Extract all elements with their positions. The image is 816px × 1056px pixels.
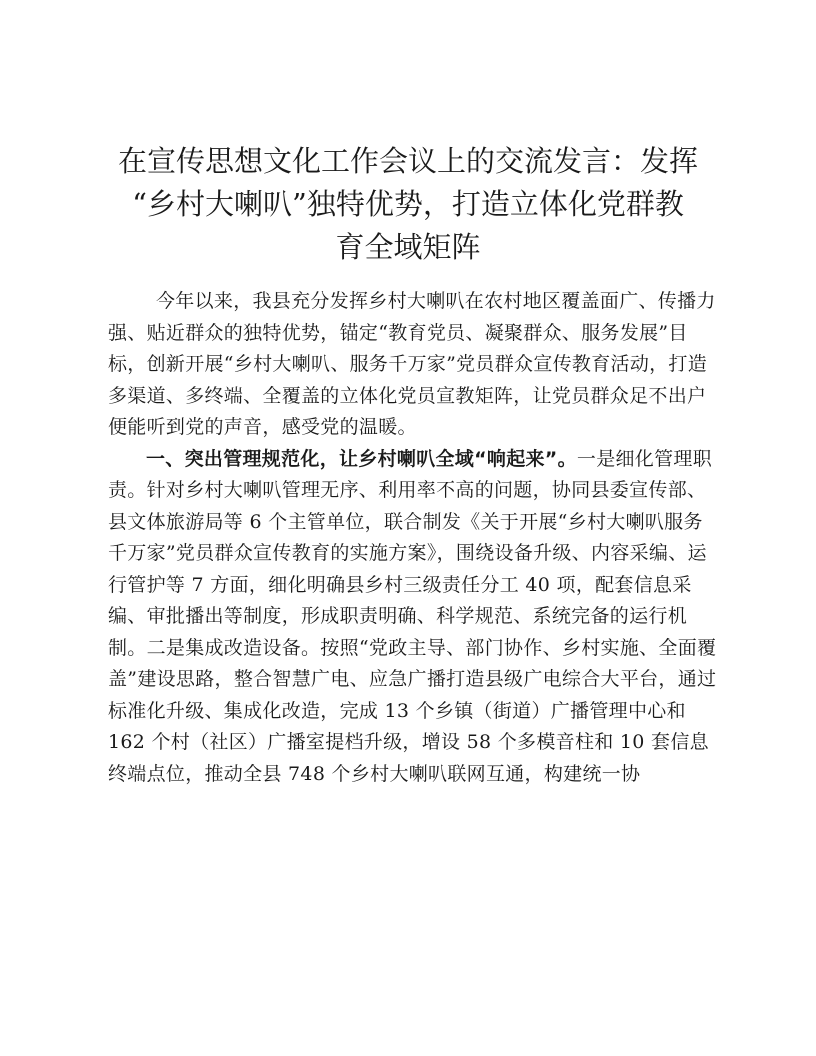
document-title [100, 140, 716, 269]
title-line-1: 在宣传思想文化工作会议上的交流发言：发挥 [117, 144, 698, 178]
title-line-3: 育全域矩阵 [335, 230, 481, 264]
title-line-2: “乡村大喇叭”独特优势，打造立体化党群教 [132, 187, 684, 221]
intro-paragraph: 今年以来，我县充分发挥乡村大喇叭在农村地区覆盖面广、传播力强、贴近群众的独特优势，锚定“教育党员、凝聚群众、服务发展”目标，创新开展“乡村大喇叭、服务千万家”党员群众宣传教育活动，打造多渠道、多终端、全覆盖的立体化党员宣教矩阵，让党员群众足不出户便能听到党的声音，感受党的温暖。 [108, 290, 716, 438]
section-1-paragraph [108, 444, 718, 791]
section-1-text: 一是细化管理职责。针对乡村大喇叭管理无序、利用率不高的问题，协同县委宣传部、县文体旅游局等 6 个主管单位，联合制发《关于开展“乡村大喇叭服务千万家”党员群众宣传教育的实施方案》，围绕设备升级、内容采编、运行管护等 7 方面，细化明确县乡村三级责任分工 40 项，配套信息采编、审批播出等制度，形成职责明确、科学规范、系统完备的运行机制。二是集成改造设备。按照“党政主导、部门协作、乡村实施、全面覆盖”建设思路，整合智慧广电、应急广播打造县级广电综合大平台，通过标准化升级、集成化改造，完成 13 个乡镇（街道）广播管理中心和 162 个村（社区）广播室提档升级，增设 58 个多模音柱和 10 套信息终端点位，推动全县 748 个乡村大喇叭联网互通，构建统一协 [108, 447, 717, 785]
section-1-heading: 一、突出管理规范化，让乡村喇叭全域“响起来”。 [146, 447, 577, 470]
document-body [108, 286, 718, 790]
